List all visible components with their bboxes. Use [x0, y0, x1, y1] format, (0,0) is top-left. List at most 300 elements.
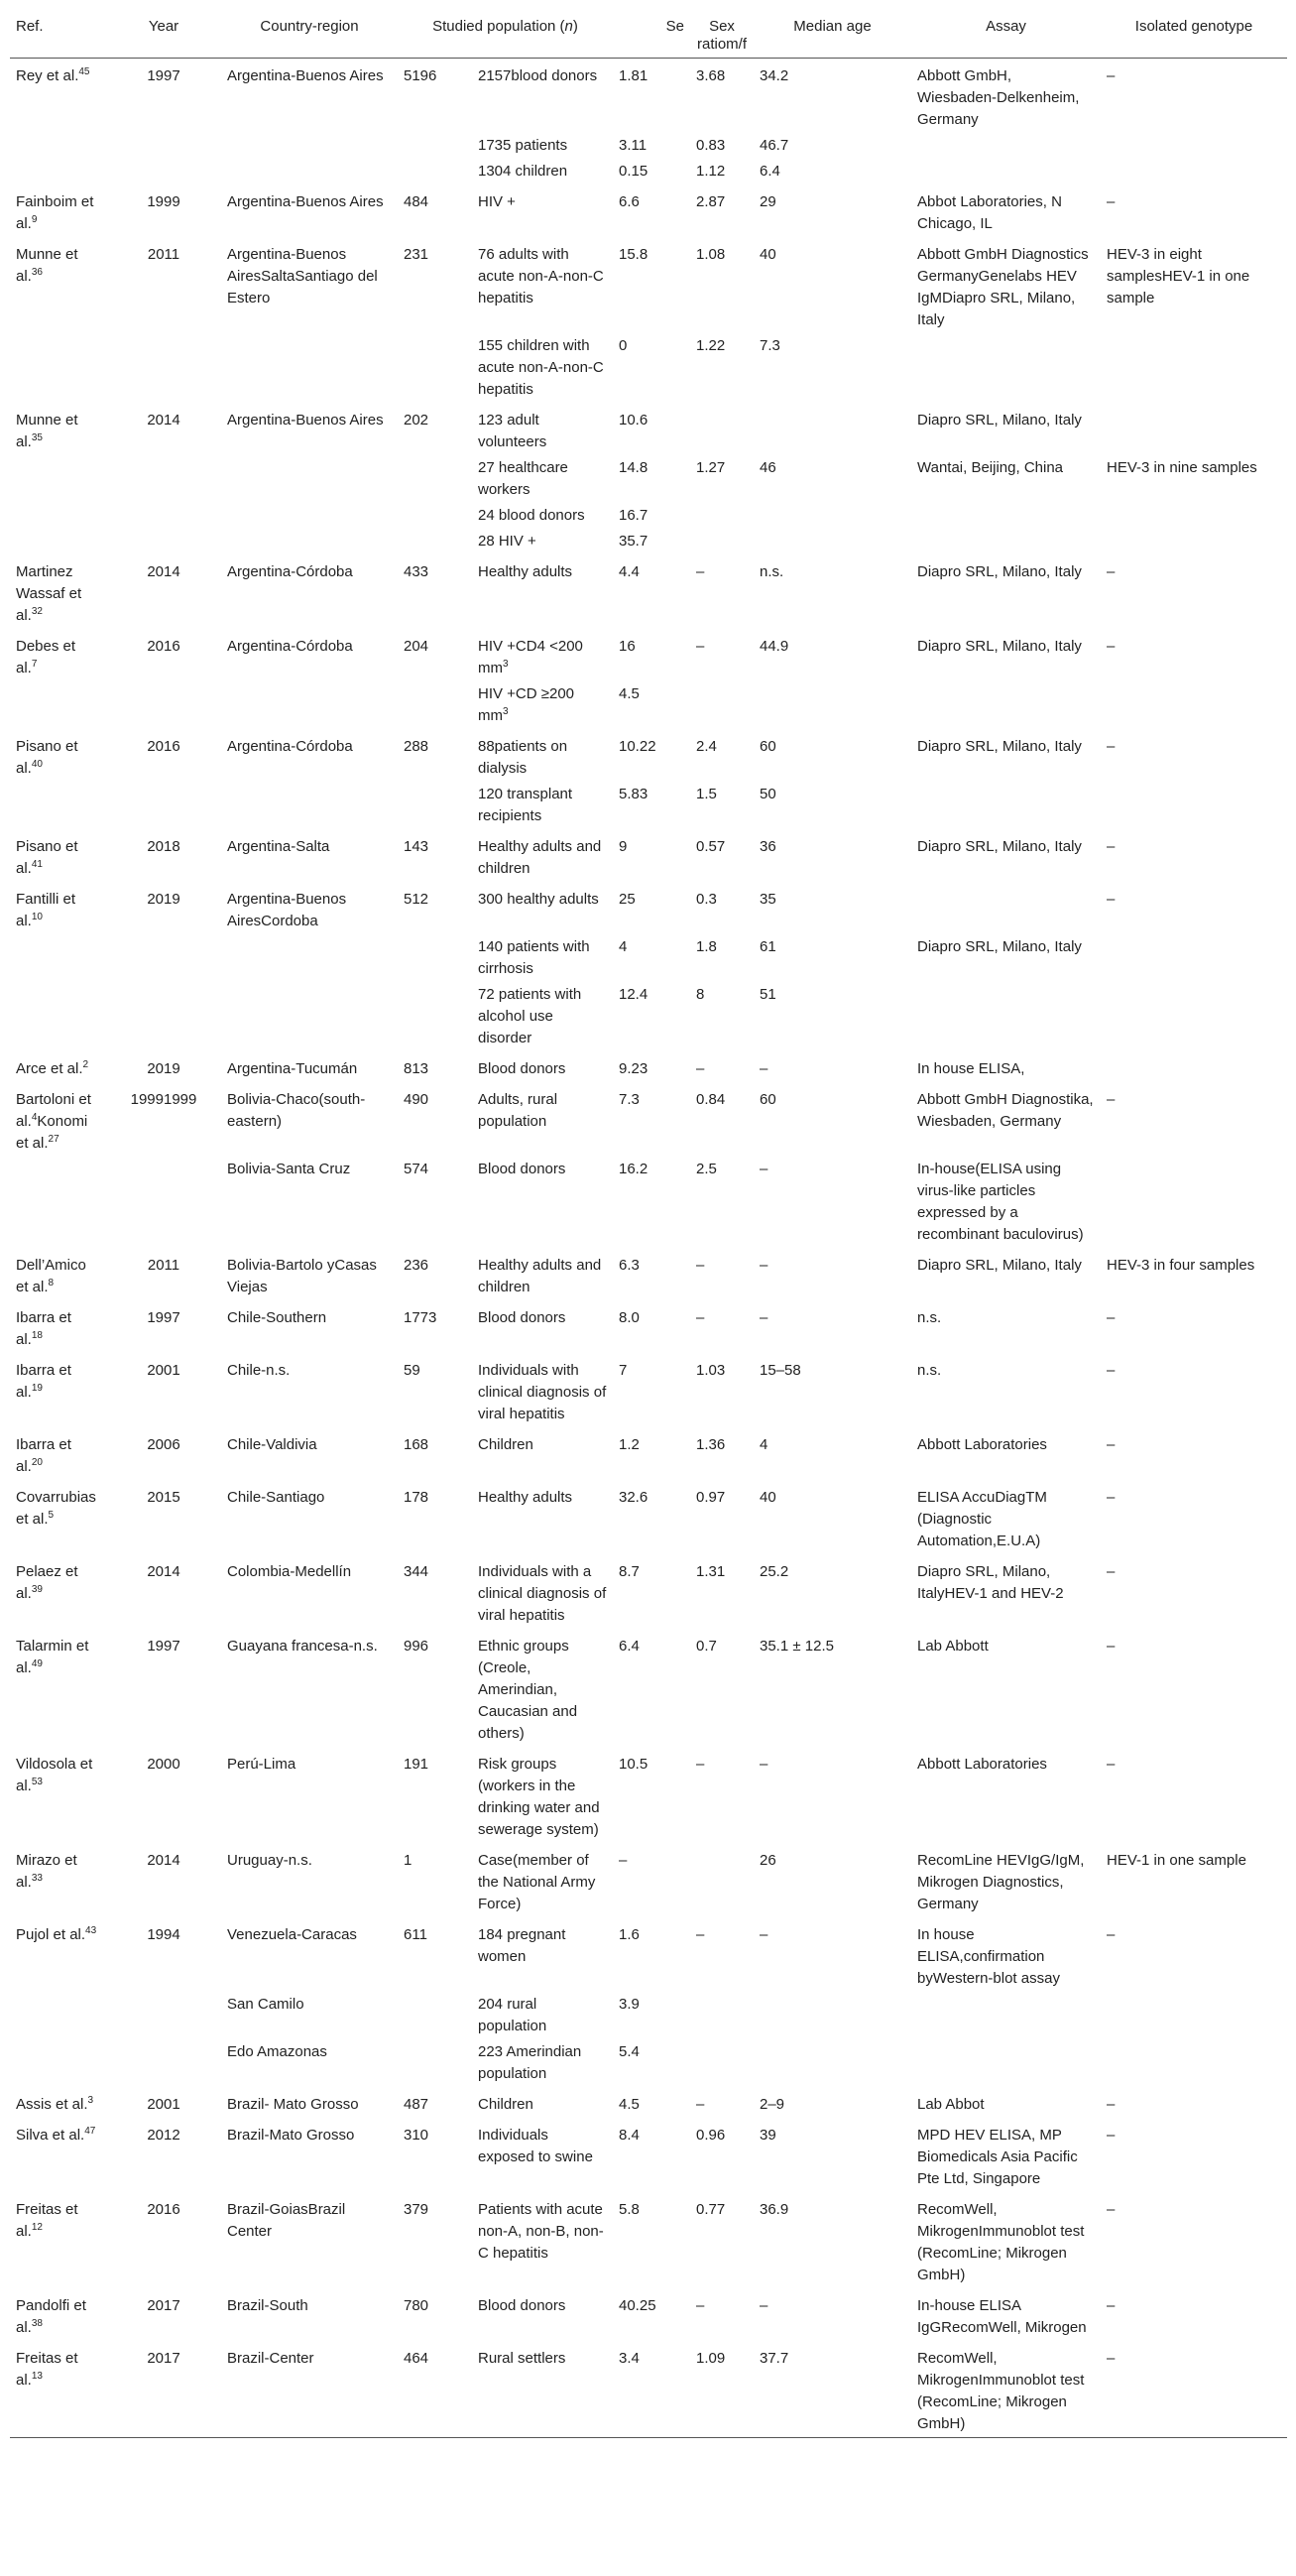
- cell-sex-ratio: 0.96: [696, 2127, 726, 2144]
- cell-country-region: San Camilo: [227, 1996, 304, 2013]
- cell-country-region: Brazil-Mato Grosso: [227, 2127, 355, 2144]
- cell-assay: RecomWell, MikrogenImmunoblot test (RecomLine; Mikrogen GmbH): [917, 2350, 1085, 2432]
- cell-median-age: 25.2: [760, 1563, 789, 1580]
- cell-year: 2017: [147, 2350, 180, 2367]
- ref-author: Munne et al.: [16, 246, 78, 285]
- table-row: [10, 333, 1287, 403]
- cell-n: 344: [404, 1563, 429, 1580]
- cell-median-age: –: [760, 1161, 768, 1177]
- cell-assay: RecomLine HEVIgG/IgM, Mikrogen Diagnostics, Germany: [917, 1852, 1085, 1912]
- population-label: 88patients on dialysis: [478, 738, 568, 777]
- cell-population: [472, 1157, 613, 1248]
- cell-se: 1.6: [619, 1926, 640, 1943]
- cell-assay: Abbott GmbH Diagnostics GermanyGenelabs HEV IgMDiapro SRL, Milano, Italy: [917, 246, 1089, 328]
- cell-year: 2016: [147, 2201, 180, 2218]
- population-label: HIV +CD4 <200 mm: [478, 638, 583, 676]
- cell-n: 574: [404, 1161, 429, 1177]
- cell-country-region: [221, 934, 398, 982]
- cell-median-age: [754, 1992, 911, 2039]
- cell-isolated-genotype: –: [1107, 891, 1116, 908]
- cell-assay: n.s.: [917, 1362, 942, 1379]
- reference-superscript: 9: [31, 214, 38, 225]
- cell-se: 1.2: [619, 1436, 640, 1453]
- cell-population: [472, 2039, 613, 2087]
- cell-country-region: Uruguay-n.s.: [227, 1852, 312, 1869]
- table-row: [10, 1051, 1287, 1082]
- cell-country-region: Argentina-Buenos Aires: [227, 412, 384, 429]
- cell-median-age: 36.9: [760, 2201, 789, 2218]
- cell-sex-ratio: [690, 529, 754, 554]
- header-median-age: Median age: [793, 18, 872, 35]
- table-row: [10, 1300, 1287, 1353]
- cell-sex-ratio: 0.3: [696, 891, 717, 908]
- cell-median-age: 46.7: [760, 137, 789, 154]
- population-label: 204 rural population: [478, 1996, 547, 2034]
- table-row: [10, 1554, 1287, 1629]
- population-label: Risk groups (workers in the drinking water and sewerage system): [478, 1756, 600, 1838]
- population-label: Healthy adults and children: [478, 838, 602, 877]
- cell-ref: [10, 403, 106, 455]
- cell-n: 780: [404, 2297, 429, 2314]
- cell-sex-ratio: 1.09: [696, 2350, 726, 2367]
- cell-isolated-genotype: –: [1107, 1489, 1116, 1506]
- cell-ref: [10, 829, 106, 882]
- cell-median-age: 39: [760, 2127, 776, 2144]
- cell-sex-ratio: [690, 503, 754, 529]
- cell-assay: [911, 503, 1101, 529]
- cell-se: 10.6: [619, 412, 648, 429]
- table-row: [10, 829, 1287, 882]
- cell-se: 16: [619, 638, 636, 655]
- cell-n: 236: [404, 1257, 429, 1274]
- cell-assay: Abbott GmbH Diagnostika, Wiesbaden, Germany: [917, 1091, 1094, 1130]
- cell-ref: [10, 554, 106, 629]
- cell-country-region: Edo Amazonas: [227, 2043, 327, 2060]
- ref-author: Fainboim et al.: [16, 193, 94, 232]
- cell-n: 1: [404, 1852, 412, 1869]
- cell-assay: [911, 333, 1101, 403]
- header-studied-population: Studied population (n): [432, 18, 578, 35]
- cell-country-region: [221, 503, 398, 529]
- cell-sex-ratio: 2.87: [696, 193, 726, 210]
- cell-isolated-genotype: –: [1107, 563, 1116, 580]
- cell-sex-ratio: –: [696, 2096, 705, 2113]
- cell-year: 2011: [147, 246, 180, 263]
- population-label: Healthy adults: [478, 563, 573, 580]
- table-row: [10, 1157, 1287, 1248]
- cell-n: [398, 1992, 472, 2039]
- ref-author: Arce et al.: [16, 1060, 83, 1077]
- cell-se: 5.4: [619, 2043, 640, 2060]
- cell-se: 1.81: [619, 67, 648, 84]
- cell-sex-ratio: –: [696, 638, 705, 655]
- table-row: [10, 2039, 1287, 2087]
- cell-median-age: 7.3: [760, 337, 780, 354]
- cell-ref: [10, 2118, 106, 2192]
- cell-assay: Abbott Laboratories: [917, 1436, 1047, 1453]
- table-row: [10, 2288, 1287, 2341]
- cell-n: 5196: [404, 67, 437, 84]
- cell-country-region: Brazil-Center: [227, 2350, 314, 2367]
- cell-year: 19991999: [130, 1091, 197, 1108]
- cell-n: 191: [404, 1756, 429, 1773]
- cell-isolated-genotype: –: [1107, 1563, 1116, 1580]
- cell-median-age: 51: [760, 986, 776, 1003]
- cell-isolated-genotype: –: [1107, 2201, 1116, 2218]
- population-label: 24 blood donors: [478, 507, 585, 524]
- cell-year: [106, 1992, 221, 2039]
- reference-superscript: 27: [48, 1134, 59, 1145]
- cell-se: 4: [619, 938, 628, 955]
- cell-n: 204: [404, 638, 429, 655]
- cell-population: [472, 1427, 613, 1480]
- cell-sex-ratio: 1.36: [696, 1436, 726, 1453]
- population-label: Case(member of the National Army Force): [478, 1852, 596, 1912]
- population-label: Healthy adults: [478, 1489, 573, 1506]
- cell-population: [472, 1300, 613, 1353]
- cell-median-age: –: [760, 1257, 768, 1274]
- cell-sex-ratio: –: [696, 1060, 705, 1077]
- table-row: [10, 455, 1287, 503]
- cell-sex-ratio: 1.27: [696, 459, 726, 476]
- table-body: [10, 59, 1287, 2438]
- cell-ref: [10, 934, 106, 982]
- cell-country-region: Chile-n.s.: [227, 1362, 291, 1379]
- population-label: 2157blood donors: [478, 67, 598, 84]
- cell-assay: Lab Abbot: [917, 2096, 985, 2113]
- cell-population: [472, 934, 613, 982]
- population-label: Blood donors: [478, 1161, 566, 1177]
- population-label: Children: [478, 1436, 533, 1453]
- cell-country-region: [221, 133, 398, 159]
- cell-se: 8.4: [619, 2127, 640, 2144]
- cell-population: [472, 503, 613, 529]
- reference-superscript: 7: [31, 659, 38, 670]
- cell-population: [472, 59, 613, 134]
- cell-assay: [911, 133, 1101, 159]
- cell-country-region: [221, 333, 398, 403]
- cell-country-region: Bolivia-Bartolo yCasas Viejas: [227, 1257, 377, 1295]
- cell-isolated-genotype: [1101, 403, 1287, 455]
- cell-n: 168: [404, 1436, 429, 1453]
- reference-superscript: 19: [31, 1383, 43, 1394]
- cell-median-age: 60: [760, 1091, 776, 1108]
- table-row: [10, 2118, 1287, 2192]
- population-label: Blood donors: [478, 1060, 566, 1077]
- population-label: Individuals with clinical diagnosis of viral hepatitis: [478, 1362, 607, 1422]
- cell-n: [398, 159, 472, 184]
- cell-country-region: Argentina-Salta: [227, 838, 330, 855]
- reference-superscript: 2: [82, 1059, 89, 1070]
- ref-author: Ibarra et al.: [16, 1309, 71, 1348]
- reference-superscript: 18: [31, 1330, 43, 1341]
- cell-population: [472, 629, 613, 681]
- cell-ref: [10, 1427, 106, 1480]
- cell-sex-ratio: 1.22: [696, 337, 726, 354]
- cell-se: 10.22: [619, 738, 656, 755]
- population-label: Adults, rural population: [478, 1091, 558, 1130]
- cell-se: 14.8: [619, 459, 648, 476]
- cell-n: 490: [404, 1091, 429, 1108]
- header-country-region: Country-region: [260, 18, 359, 35]
- table-row: [10, 237, 1287, 333]
- population-label: Blood donors: [478, 2297, 566, 2314]
- cell-isolated-genotype: [1101, 529, 1287, 554]
- cell-year: [106, 333, 221, 403]
- cell-country-region: [221, 159, 398, 184]
- table-row: [10, 1747, 1287, 1843]
- cell-n: 310: [404, 2127, 429, 2144]
- cell-n: 202: [404, 412, 429, 429]
- cell-assay: Diapro SRL, Milano, Italy: [917, 938, 1082, 955]
- cell-ref: [10, 2341, 106, 2438]
- cell-n: 143: [404, 838, 429, 855]
- cell-n: 1773: [404, 1309, 437, 1326]
- ref-author: Freitas et al.: [16, 2350, 78, 2389]
- cell-sex-ratio: 2.5: [696, 1161, 717, 1177]
- cell-population: [472, 184, 613, 237]
- cell-assay: [911, 2039, 1101, 2087]
- cell-median-age: 50: [760, 786, 776, 802]
- cell-year: 2014: [147, 1852, 180, 1869]
- cell-country-region: Argentina-Buenos Aires: [227, 67, 384, 84]
- cell-isolated-genotype: [1101, 503, 1287, 529]
- cell-median-age: –: [760, 2297, 768, 2314]
- cell-n: 231: [404, 246, 429, 263]
- cell-sex-ratio: 0.77: [696, 2201, 726, 2218]
- header-assay: Assay: [986, 18, 1026, 35]
- cell-ref: [10, 1843, 106, 1917]
- cell-se: 8.0: [619, 1309, 640, 1326]
- cell-year: 2015: [147, 1489, 180, 1506]
- cell-population: [472, 237, 613, 333]
- table-header: [10, 10, 1287, 59]
- cell-ref: [10, 2087, 106, 2118]
- reference-superscript: 47: [84, 2126, 96, 2137]
- population-label: 155 children with acute non-A-non-C hepatitis: [478, 337, 604, 398]
- cell-ref: [10, 882, 106, 934]
- cell-assay: Abbott GmbH, Wiesbaden-Delkenheim, Germany: [917, 67, 1080, 128]
- cell-median-age: 35.1 ± 12.5: [760, 1638, 834, 1655]
- cell-sex-ratio: –: [696, 1257, 705, 1274]
- cell-se: 6.4: [619, 1638, 640, 1655]
- cell-isolated-genotype: –: [1107, 1638, 1116, 1655]
- cell-ref: [10, 1992, 106, 2039]
- cell-sex-ratio: –: [696, 1309, 705, 1326]
- reference-superscript: 3: [87, 2095, 94, 2106]
- cell-isolated-genotype: [1101, 934, 1287, 982]
- cell-ref: [10, 2039, 106, 2087]
- cell-sex-ratio: 3.68: [696, 67, 726, 84]
- cell-population: [472, 681, 613, 729]
- cell-ref: [10, 184, 106, 237]
- cell-assay: Diapro SRL, Milano, Italy: [917, 638, 1082, 655]
- table-row: [10, 133, 1287, 159]
- cell-se: 3.4: [619, 2350, 640, 2367]
- cell-country-region: Argentina-Tucumán: [227, 1060, 358, 1077]
- cell-country-region: Chile-Southern: [227, 1309, 327, 1326]
- cell-isolated-genotype: HEV-3 in eight samplesHEV-1 in one sample: [1107, 246, 1250, 307]
- table-row: [10, 782, 1287, 829]
- cell-se: 9: [619, 838, 628, 855]
- reference-superscript: 20: [31, 1457, 43, 1468]
- cell-median-age: [754, 529, 911, 554]
- population-label: Patients with acute non-A, non-B, non-C hepatitis: [478, 2201, 604, 2262]
- cell-ref: [10, 1629, 106, 1747]
- cell-n: 611: [404, 1926, 427, 1943]
- cell-isolated-genotype: –: [1107, 838, 1116, 855]
- cell-assay: n.s.: [917, 1309, 942, 1326]
- cell-n: 433: [404, 563, 429, 580]
- reference-superscript: 36: [31, 267, 43, 278]
- cell-n: 59: [404, 1362, 420, 1379]
- cell-population: [472, 782, 613, 829]
- ref-author: Ibarra et al.: [16, 1362, 71, 1401]
- population-label: 72 patients with alcohol use disorder: [478, 986, 582, 1046]
- cell-country-region: [221, 982, 398, 1051]
- reference-superscript: 39: [31, 1584, 43, 1595]
- population-label: Healthy adults and children: [478, 1257, 602, 1295]
- cell-n: 484: [404, 193, 429, 210]
- cell-population: [472, 1480, 613, 1554]
- cell-ref: [10, 59, 106, 134]
- cell-isolated-genotype: –: [1107, 2350, 1116, 2367]
- table-row: [10, 982, 1287, 1051]
- cell-n: [398, 982, 472, 1051]
- table-row: [10, 1353, 1287, 1427]
- cell-year: [106, 782, 221, 829]
- cell-isolated-genotype: –: [1107, 738, 1116, 755]
- cell-country-region: Brazil-South: [227, 2297, 308, 2314]
- cell-assay: In house ELISA,: [917, 1060, 1025, 1077]
- cell-population: [472, 2118, 613, 2192]
- cell-assay: Lab Abbott: [917, 1638, 989, 1655]
- cell-population: [472, 2341, 613, 2438]
- cell-ref: [10, 133, 106, 159]
- cell-n: [398, 782, 472, 829]
- cell-year: [106, 982, 221, 1051]
- population-label: 123 adult volunteers: [478, 412, 547, 450]
- cell-median-age: [754, 681, 911, 729]
- reference-superscript: 45: [78, 66, 90, 77]
- reference-superscript: 13: [31, 2371, 43, 2382]
- cell-median-age: 44.9: [760, 638, 789, 655]
- cell-population: [472, 455, 613, 503]
- table-row: [10, 882, 1287, 934]
- cell-ref: [10, 1353, 106, 1427]
- cell-year: [106, 934, 221, 982]
- cell-median-age: 40: [760, 1489, 776, 1506]
- cell-median-age: 61: [760, 938, 776, 955]
- cell-country-region: Brazil-GoiasBrazil Center: [227, 2201, 346, 2240]
- header-isolated-genotype: Isolated genotype: [1134, 18, 1253, 35]
- cell-year: 2014: [147, 1563, 180, 1580]
- header-ref: Ref.: [16, 18, 44, 35]
- cell-se: 5.83: [619, 786, 648, 802]
- ref-author: Pisano et al.: [16, 838, 78, 877]
- cell-median-age: 6.4: [760, 163, 780, 180]
- cell-isolated-genotype: [1101, 782, 1287, 829]
- cell-isolated-genotype: –: [1107, 1091, 1116, 1108]
- cell-year: 2001: [147, 2096, 180, 2113]
- cell-sex-ratio: 0.84: [696, 1091, 726, 1108]
- ref-author: Mirazo et al.: [16, 1852, 77, 1891]
- cell-n: 996: [404, 1638, 429, 1655]
- cell-assay: MPD HEV ELISA, MP Biomedicals Asia Pacific Pte Ltd, Singapore: [917, 2127, 1078, 2187]
- cell-median-age: [754, 503, 911, 529]
- cell-isolated-genotype: –: [1107, 1926, 1116, 1943]
- cell-population: [472, 2087, 613, 2118]
- cell-year: 1997: [147, 1638, 180, 1655]
- table-row: [10, 629, 1287, 681]
- cell-population: [472, 982, 613, 1051]
- cell-se: 4.5: [619, 685, 640, 702]
- table-row: [10, 59, 1287, 134]
- cell-sex-ratio: –: [696, 1756, 705, 1773]
- cell-se: 5.8: [619, 2201, 640, 2218]
- cell-country-region: Venezuela-Caracas: [227, 1926, 357, 1943]
- cell-year: 1997: [147, 67, 180, 84]
- cell-ref: [10, 1747, 106, 1843]
- cell-sex-ratio: 1.03: [696, 1362, 726, 1379]
- cell-assay: RecomWell, MikrogenImmunoblot test (RecomLine; Mikrogen GmbH): [917, 2201, 1085, 2283]
- cell-isolated-genotype: HEV-3 in four samples: [1107, 1257, 1255, 1274]
- cell-isolated-genotype: –: [1107, 2297, 1116, 2314]
- cell-se: 0.15: [619, 163, 648, 180]
- cell-isolated-genotype: [1101, 1051, 1287, 1082]
- ref-author: Konomi et al.: [16, 1113, 88, 1152]
- cell-sex-ratio: 1.12: [696, 163, 726, 180]
- ref-author: Silva et al.: [16, 2127, 85, 2144]
- ref-author: Debes et al.: [16, 638, 76, 676]
- cell-se: 12.4: [619, 986, 648, 1003]
- population-label: 120 transplant recipients: [478, 786, 573, 824]
- population-label: HIV +CD ≥200 mm: [478, 685, 575, 724]
- cell-isolated-genotype: [1101, 1157, 1287, 1248]
- cell-country-region: Bolivia-Chaco(south-eastern): [227, 1091, 366, 1130]
- cell-se: 25: [619, 891, 636, 908]
- cell-country-region: [221, 681, 398, 729]
- cell-year: 1994: [147, 1926, 180, 1943]
- cell-se: 8.7: [619, 1563, 640, 1580]
- cell-se: 16.2: [619, 1161, 648, 1177]
- cell-assay: Diapro SRL, Milano, Italy: [917, 738, 1082, 755]
- ref-author: Freitas et al.: [16, 2201, 78, 2240]
- cell-n: [398, 503, 472, 529]
- table-row: [10, 1843, 1287, 1917]
- reference-superscript: 3: [503, 706, 509, 717]
- cell-se: 3.11: [619, 137, 648, 154]
- table-row: [10, 1629, 1287, 1747]
- table-row: [10, 1082, 1287, 1157]
- cell-year: [106, 455, 221, 503]
- cell-population: [472, 729, 613, 782]
- cell-population: [472, 1082, 613, 1157]
- cell-ref: [10, 529, 106, 554]
- cell-assay: Diapro SRL, Milano, Italy: [917, 1257, 1082, 1274]
- cell-se: –: [619, 1852, 628, 1869]
- cell-ref: [10, 1554, 106, 1629]
- cell-isolated-genotype: –: [1107, 1756, 1116, 1773]
- cell-population: [472, 1248, 613, 1300]
- cell-n: [398, 455, 472, 503]
- population-label: Individuals exposed to swine: [478, 2127, 593, 2165]
- cell-country-region: [221, 782, 398, 829]
- cell-year: 2019: [147, 1060, 180, 1077]
- population-label: 223 Amerindian population: [478, 2043, 582, 2082]
- cell-ref: [10, 1157, 106, 1248]
- cell-median-age: –: [760, 1926, 768, 1943]
